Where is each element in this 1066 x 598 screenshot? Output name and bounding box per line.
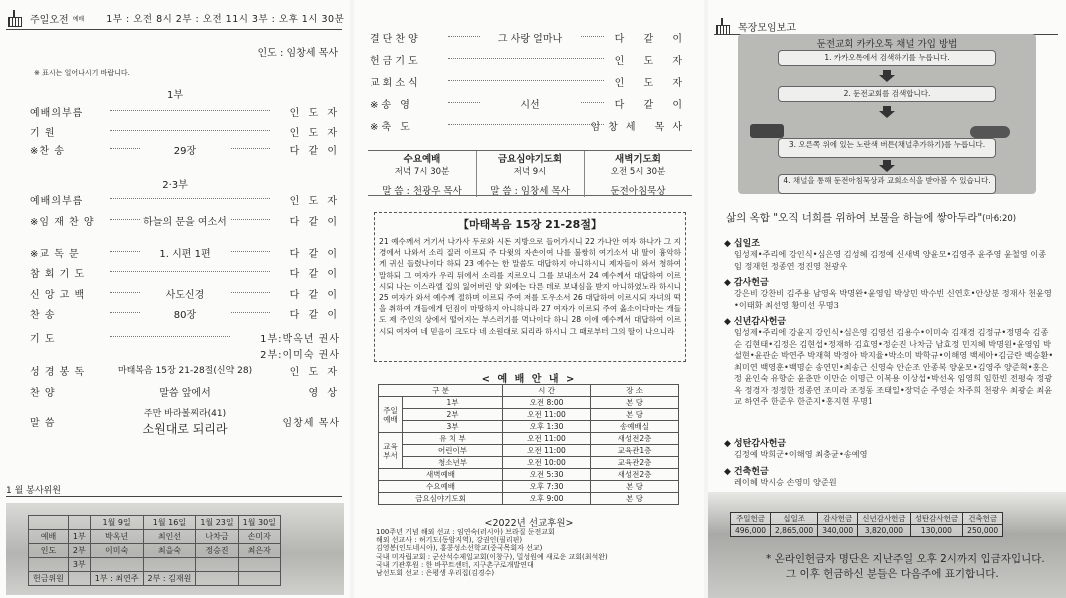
volunteer-divider [6,496,342,497]
fund-value: 496,000 [731,525,771,537]
table-cell: 교육관2층 [591,457,679,469]
table-cell: 최인선 [143,530,196,544]
mission-list [376,528,608,577]
offering-newyear [724,314,1054,408]
mission-line: 해외 선교사 : 허기도(동암지역), 강권인(필리핀) [376,536,523,545]
panel-separator [350,0,354,598]
table-header: 장 소 [591,385,679,397]
service-preacher: 말 씀 : 임창세 목사 [490,186,570,197]
table-cell: 오전 11:00 [503,409,591,421]
table-cell: 2부 [403,409,503,421]
fund-header: 신년감사헌금 [858,513,910,525]
kakao-step-1: 1. 카카오톡에서 검색하기를 누릅니다. [778,50,996,66]
order-label: 기 원 [30,128,56,139]
offering-building [724,464,1054,489]
service-friday [476,151,584,183]
table-cell [68,572,90,586]
order-leader: 다 같 이 [289,290,340,301]
service-wednesday [368,151,476,183]
table-cell: 송예배실 [591,421,679,433]
table-cell: 오전 8:00 [503,397,591,409]
fund-summary-background [708,492,1066,598]
offering-names: 임성제•주리에 강윤지 강인식•심은영 김영선 김용수•이미숙 김재경 김정규•정명숙 김종순 김현태•김정은 김현섭•정재하 김효영•정순진 나차금 남효정 민지혜 박명원•윤영임 박설현•윤관순 박연주 박재혁 박정아 박지율•박소미 박학규•이해영 백세아•김금란 백승환•최미연 백영훈•백명순 송연민•최송근 신영숙 안순조 안종복 양윤모•김영주 양준혁•홍은정 윤인숙 유향순 윤춘만 이만순 이명근 이복용 이상섭•박선옥 임영희 임한빈 전평숙 정광옥 정경자 정정한 정종연 조미라 조정동 조태일•장덕순 주영순 차주희 천광우 최광순 최윤교 하연주 한준우 한준지•홍지현 무명1 [734,327,1054,406]
table-cell: 교육관1층 [591,445,679,457]
order-leader: 다 같 이 [614,34,690,45]
order-label: 결단찬양 [370,34,421,45]
table-header: 시 간 [503,385,591,397]
table-cell: 새성전2층 [591,433,679,445]
offering-title: 감사헌금 [733,278,769,288]
table-cell: 인도 [29,544,69,558]
order-leader: 인 도 자 [289,196,340,207]
dot-leader [448,58,604,59]
prayer-row [30,330,340,361]
order-row [370,74,690,90]
table-cell: 교육부서 [379,433,403,469]
table-cell: 청소년부 [403,457,503,469]
diamond-icon: ◆ [724,317,731,327]
service-times: 1부 : 오전 8시 2부 : 오전 11시 3부 : 오후 1시 30분 [106,14,345,25]
table-header: 1월 23일 [196,516,238,530]
table-cell: 어린이부 [403,445,503,457]
reading-row [30,363,340,379]
page-title: 주일오전 [30,14,69,26]
mission-line: 국내 기관후원 : 한 바꾸트센터, 지구촌구로개발연대 [376,560,534,569]
order-content: 그 사랑 얼마나 [480,30,580,45]
dot-leader [110,336,230,337]
table-cell [143,558,196,572]
fund-value: 250,000 [963,525,1003,537]
table-cell: 유 치 부 [403,433,503,445]
order-row [30,124,340,140]
table-cell: 새벽예배 [379,469,503,481]
order-label: ※임 재 찬 양 [30,217,95,228]
order-leader: 인 도 자 [289,128,340,139]
table-cell: 오후 7:30 [503,481,591,493]
table-cell: 손미자 [238,530,280,544]
fund-header: 주일헌금 [731,513,771,525]
order-leader: 임창세 목사 [282,418,340,429]
table-row [379,469,679,481]
order-row [30,306,340,322]
table-cell: 나차금 [196,530,238,544]
table-cell: 오전 10:00 [503,457,591,469]
panel-header [714,18,796,34]
order-label: 헌금기도 [370,56,421,67]
service-time: 저녁 7시 30분 [394,167,450,177]
table-row [379,457,679,469]
order-leader: 다 같 이 [289,310,340,321]
part1-title: 1부 [166,90,184,101]
phone-screen-icon [750,124,784,138]
fund-summary-table [730,512,1003,537]
table-row [379,421,679,433]
order-row [30,104,340,120]
table-cell: 3부 [68,558,90,572]
theme-reference: (마6:20) [982,214,1017,224]
table-cell [29,558,69,572]
note-line-2: 그 이후 헌금하신 분들은 다음주에 표기합니다. [786,568,999,580]
order-leader: 인 도 자 [614,78,690,89]
table-row [379,409,679,421]
panel-separator [704,0,708,598]
arrow-down-icon [879,160,895,172]
table-cell: 2부 : 김재원 [143,572,196,586]
order-leader: 임창세 목사 [590,122,690,133]
diamond-icon: ◆ [724,467,731,477]
scripture-title: 【마태복음 15장 21-28절】 [458,218,602,231]
prayer-leader-2: 2부:이미숙 권사 [260,350,340,361]
kakao-step-4: 4. 채널을 통해 둔전아침묵상과 교회소식을 받아볼 수 있습니다. [778,174,996,194]
fund-header: 감사헌금 [818,513,858,525]
kakao-guide [738,34,1036,194]
order-label: 예배의부름 [30,108,84,119]
offering-panel [708,0,1066,598]
dot-leader [448,124,604,125]
service-dawn [584,151,692,183]
order-leader: 영 상 [308,388,340,399]
table-cell: 1부 [403,397,503,409]
mission-line: 100주년 기념 해외 선교 : 임연숙(러시아) 브라질 둔전교회 [376,528,555,536]
offering-theme [726,210,1016,225]
order-label: 기 도 [30,334,56,345]
service-preacher: 말 씀 : 천광우 목사 [382,186,462,197]
table-header: 1월 9일 [90,516,143,530]
order-row [370,96,690,112]
page-title-suffix: 예배 [72,15,85,23]
church-icon [714,18,734,34]
table-cell: 본 당 [591,397,679,409]
table-cell: 본 당 [591,481,679,493]
fund-header: 건축헌금 [963,513,1003,525]
order-leader: 다 같 이 [289,217,340,228]
diamond-icon: ◆ [724,439,731,449]
fund-header: 성탄감사헌금 [910,513,962,525]
mission-title: <2022년 선교후원> [484,518,574,529]
fund-value: 2,865,000 [771,525,818,537]
order-leader: 인 도 자 [289,108,340,119]
table-header [68,516,90,530]
order-leader: 다 같 이 [289,249,340,260]
order-content: 29장 [140,142,230,157]
offering-thanks [724,275,1054,311]
part23-title: 2·3부 [162,180,188,191]
order-row [30,192,340,208]
table-cell: 본 당 [591,493,679,505]
scripture-text: 21 예수께서 거기서 나가사 두로와 시돈 지방으로 들어가시니 22 가나안 여자 하나가 그 지경에서 나와서 소리 질러 이르되 주 다윗의 자손이여 나를 불쌍히 여기소서 내 딸이 흉악하게 귀신 들렸나이다 하되 23 예수는 한 말씀도 대답하지 아니하시니 제자들이 와서 청하여 말하되 그 여자가 우리 뒤에서 소리를 지르오니 그를 보내소서 24 예수께서 대답하여 이르시되 나는 이스라엘 집의 잃어버린 양 외에는 다른 데로 보내심을 받지 아니하였노라 하시니 25 여자가 와서 예수께 절하며 이르되 주여 저를 도우소서 26 대답하여 이르시되 자녀의 떡을 취하여 개들에게 던짐이 마땅하지 아니하니라 27 여자가 이르되 주여 옳소이다마는 개들도 제 주인의 상에서 떨어지는 부스러기를 먹나이다 하니 28 이에 예수께서 대답하여 이르시되 여자여 네 믿음이 크도다 네 소원대로 되리라 하시니 그 때로부터 그의 딸이 나으니라 [379,237,681,336]
worship-guide-table [378,384,679,505]
dot-leader [110,130,270,131]
column-divider [476,151,477,197]
order-row [30,286,340,302]
order-label: 성 경 봉 독 [30,367,86,378]
fund-value: 340,000 [818,525,858,537]
sermon-row [30,406,340,438]
table-cell: 본 당 [591,409,679,421]
offering-names: 김정예 박희군•이해영 최충균•송예영 [734,449,868,459]
volunteer-title: 1 월 봉사위원 [6,486,61,496]
table-cell: 최은자 [238,544,280,558]
offering-names: 강은비 강찬비 김주용 남영옥 박명완•윤영임 박상민 박수빈 신연호•안상분 정재사 천윤영•이태화 최선영 황미선 무명3 [734,288,1052,310]
order-content: 시선 [480,96,580,111]
table-cell: 박옥년 [90,530,143,544]
order-label: 찬 양 [30,388,56,399]
scripture-box [374,212,686,362]
table-cell: 오전 11:00 [503,445,591,457]
offering-title: 십일조 [733,239,761,249]
offering-names: 레이혜 박시승 손영미 양준원 [734,477,837,487]
dot-leader [110,110,270,111]
table-cell [238,558,280,572]
order-content: 80장 [140,306,230,321]
diamond-icon: ◆ [724,239,731,249]
table-cell: 정승진 [196,544,238,558]
table-header-row [29,516,281,530]
kakao-guide-title: 둔전교회 카카오톡 채널 가입 방법 [816,39,958,50]
table-row [379,493,679,505]
panel-header [6,10,344,26]
sermon-title: 소원대로 되리라 [142,422,228,436]
table-cell: 오후 1:30 [503,421,591,433]
service-time: 저녁 9시 [513,167,547,177]
table-row [379,433,679,445]
order-row [370,52,690,68]
table-cell: 3부 [403,421,503,433]
table-cell [196,558,238,572]
order-row [30,213,340,229]
fund-value-row [731,525,1003,537]
table-cell: 최을숙 [143,544,196,558]
leader-text: 인도 : 임창세 목사 [257,48,338,59]
order-leader: 다 같 이 [289,269,340,280]
worship-order-panel [0,0,350,598]
table-cell: 이미숙 [90,544,143,558]
diamond-icon: ◆ [724,278,731,288]
service-name: 수요예배 [403,154,441,165]
order-label: ※송 영 [370,100,413,111]
table-header: 1월 16일 [143,516,196,530]
table-cell: 1부 [68,530,90,544]
order-label: ※축 도 [370,122,413,133]
fund-value: 3,820,000 [858,525,910,537]
table-row [379,445,679,457]
online-offering-note [766,552,1045,582]
order-content: 마태복음 15장 21-28절(신약 28) [117,366,253,376]
theme-text: 삶의 옥합 "오직 너희를 위하여 보물을 하늘에 쌓아두라" [726,212,983,224]
note-line-1: * 온라인헌금자 명단은 지난주일 오후 2시까지 입금자입니다. [766,553,1045,565]
order-label: ※교 독 문 [30,249,80,260]
kakao-step-3: 3. 오른쪽 위에 있는 노란색 버튼(채널추가하기)를 누릅니다. [778,138,996,158]
fund-value: 130,000 [910,525,962,537]
mission-line: 김영봉(인도네시아), 홍콩성소선학교(중국목회자 선교) [376,544,543,553]
table-cell: 오전 11:00 [503,433,591,445]
table-row [29,544,281,558]
offering-tithe [724,236,1054,272]
offering-title: 성탄감사헌금 [733,439,787,449]
table-cell [238,572,280,586]
dot-leader [110,198,270,199]
table-cell [196,572,238,586]
offering-title: 건축헌금 [733,467,769,477]
fund-header-row [731,513,1003,525]
service-preacher: 둔전아침묵상 [610,186,666,197]
dot-leader [448,80,604,81]
order-row [30,245,340,261]
service-time: 오전 5시 30분 [610,167,666,177]
table-row [29,530,281,544]
weekly-services [368,150,692,196]
order-content: 사도신경 [140,286,230,301]
volunteer-table [28,515,281,586]
service-name: 새벽기도회 [615,154,661,165]
dot-leader [110,271,270,272]
order-content: 말씀 앞에서 [159,388,211,399]
order-label: 참 회 기 도 [30,269,86,280]
table-cell: 헌금위원 [29,572,69,586]
fund-header: 십일조 [771,513,818,525]
table-cell: 1부 : 최연주 [90,572,143,586]
column-divider [584,151,585,197]
channel-button-icon [970,126,1010,138]
offering-christmas [724,436,1054,461]
sermon-hymn: 주만 바라볼찌라(41) [143,409,227,419]
order-label: ※찬 송 [30,146,65,157]
table-header [29,516,69,530]
volunteer-photo-background [6,503,344,595]
offering-names: 임성제•주리에 강인식•심은영 김성혜 김정예 신새벽 양윤모•김영주 윤주영 윤철영 이종임 정재헌 정종연 정진영 천광우 [734,249,1047,271]
table-row [379,481,679,493]
order-label: 말 씀 [30,418,56,429]
order-leader: 다 같 이 [614,100,690,111]
order-row [30,265,340,281]
table-cell: 2부 [68,544,90,558]
order-row [370,118,690,134]
order-label: 찬 송 [30,310,56,321]
table-row [29,558,281,572]
order-leader: 인 도 자 [614,56,690,67]
order-content: 하늘의 문을 여소서 [140,213,230,228]
table-cell: 주일예배 [379,397,403,433]
order-label: 예배의부름 [30,196,84,207]
table-cell [90,558,143,572]
mission-line: 국내 미자립교회 : 군산석수제일교회(이창구), 밀성원예 새로운 교회(최석완) [376,552,608,561]
table-header: 1월 30일 [238,516,280,530]
table-cell: 예배 [29,530,69,544]
worship-guide-title: < 예 배 안 내 > [481,374,577,385]
table-cell: 새성전2층 [591,469,679,481]
table-row [379,397,679,409]
kakao-step-2: 2. 둔전교회를 검색합니다. [778,86,996,102]
table-row [29,572,281,586]
table-header-row [379,385,679,397]
header-divider [6,29,342,30]
prayer-leader-1: 1부:박옥년 권사 [260,334,340,345]
arrow-down-icon [879,106,895,118]
service-name: 금요심야기도회 [497,154,563,165]
church-info-panel [354,0,704,598]
order-content: 1. 시편 1편 [140,245,230,260]
table-cell: 금요심야기도회 [379,493,503,505]
offering-title: 신년감사헌금 [733,317,787,327]
panel-header-title: 목장모임보고 [738,22,796,34]
table-cell: 오후 9:00 [503,493,591,505]
order-label: 신 앙 고 백 [30,290,86,301]
standing-note: ※ 표시는 일어나시기 바랍니다. [34,69,130,77]
table-cell: 수요예배 [379,481,503,493]
order-row [370,30,690,46]
church-icon [6,10,26,26]
arrow-down-icon [879,70,895,82]
praise-row [30,384,340,400]
table-cell: 오전 5:30 [503,469,591,481]
order-row [30,142,340,158]
order-leader: 인 도 자 [289,367,340,378]
order-leader: 다 같 이 [289,146,340,157]
order-label: 교회소식 [370,78,421,89]
mission-line: 남선도회 선교 : 은평생 우리집(김경수) [376,569,495,578]
table-header: 구 분 [379,385,503,397]
